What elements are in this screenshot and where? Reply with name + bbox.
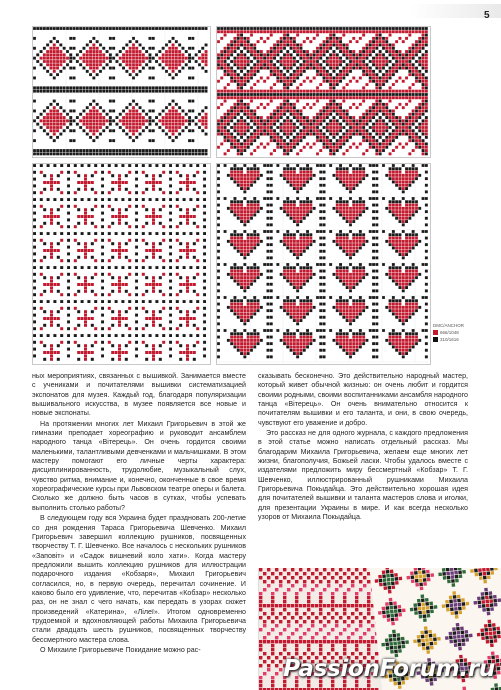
cross-stitch-chart-border-top-left [32, 26, 211, 158]
paragraph: Это рассказ не для одного журнала, с каждого предложения в этой статье можно написать отдельный рассказ. Мы благодарим Михаила Григорьевича, желаем еще многих лет жизни, благополучия, Божьей ласки. Чтобы удалось вместе с издателями предложить миру бессмертный «Кобзар» Т. Г. Шевченко, иллюстрированный рушниками Михаила Григорьевича Покыдайца. Это действительно хорошая идея для почитателей вышивки и таланта мастеров слова и иголки, для презентации Украины в мире. И как всегда несколько узоров от Михаила Покыдайца. [258, 429, 468, 522]
embroidered-towels-photo [258, 568, 501, 690]
legend-label-red: 666/1048 [440, 330, 459, 335]
article-column-left [32, 372, 246, 655]
cross-stitch-chart-heart-columns [216, 163, 431, 365]
paragraph: ных мероприятиях, связанных с вышивкой. Занимается вместе с учениками и почитателями вышивки систематизацией экспонатов для музея. Каждый год, благодаря популяризации вышивального искусства, в музее появляется все новые и новые экспонаты. [32, 372, 246, 418]
legend-swatch-black [433, 337, 438, 342]
paragraph: На протяжении многих лет Михаил Григорьевич в этой же гимназии преподает хореографию и руководит ансамблем народного танца «Вітерець». Он очень гордится своими маленькими, талантливыми девченками и мальчишками. В этом мастеру помогают его личные черты характера: дисциплинированность, трудолюбие, музыкальный слух, чувство ритма, внимание и, конечно, оконченные в свое время хореографические курсы при Львовском театре оперы и балета. Сколько же должно быть часов в сутках, чтобы успевать выполнить столько работы? [32, 419, 246, 512]
legend-item-black [433, 337, 497, 342]
watermark: PassionForum.ru [283, 656, 495, 682]
legend-brand: DMC/ANCHOR [433, 323, 464, 328]
paragraph: сказывать бесконечно. Это действительно народный мастер, который живет обычной жизнью: он очень любит и гордится своими родными, своими воспитанниками ансамбля народного танца «Вітерець». Он очень внимательно относится к почитателям вышивки и его таланта, и они, в свою очередь, чувствуют его уважение и добро. [258, 372, 468, 427]
page-number: 5 [484, 10, 490, 21]
article-column-right [258, 372, 468, 523]
legend-label-black: 310/1616 [440, 337, 459, 342]
thread-color-legend [433, 323, 497, 342]
cross-stitch-chart-grid-motif [32, 163, 211, 365]
paragraph: В следующем году вся Украина будет праздновать 200-летие со дня рождения Тараса Григорьевича Шевченко. Михаил Григорьевич завершил коллекцию рушников, посвященных творчеству Т. Г. Шевченко. Все началось с нескольких рушников «Заповіт» и «Садок вишневий коло хати». Когда мастеру предложили вышить коллекцию рушников для иллюстрации подарочного издания «Кобзаря», Михаил Григорьевич согласился, но, в первую очередь, перечитал сочинение. И каково было его удивление, что, перечитав «Кобзар» несколько раз, он не знал с чего начать, как передать в узорах сюжет произведений «Катерина», «Лілеї». Итогом одновременно трудоемкой и вдохновляющей работы Михаила Григорьевича стали двадцать шесть рушников, посвященных творчеству бессмертного мастера слова. [32, 514, 246, 644]
legend-swatch-red [433, 330, 438, 335]
paragraph: О Михаиле Григорьевиче Покидание можно рас- [40, 645, 201, 654]
legend-item-red [433, 330, 497, 335]
cross-stitch-chart-border-top-right [216, 26, 431, 158]
